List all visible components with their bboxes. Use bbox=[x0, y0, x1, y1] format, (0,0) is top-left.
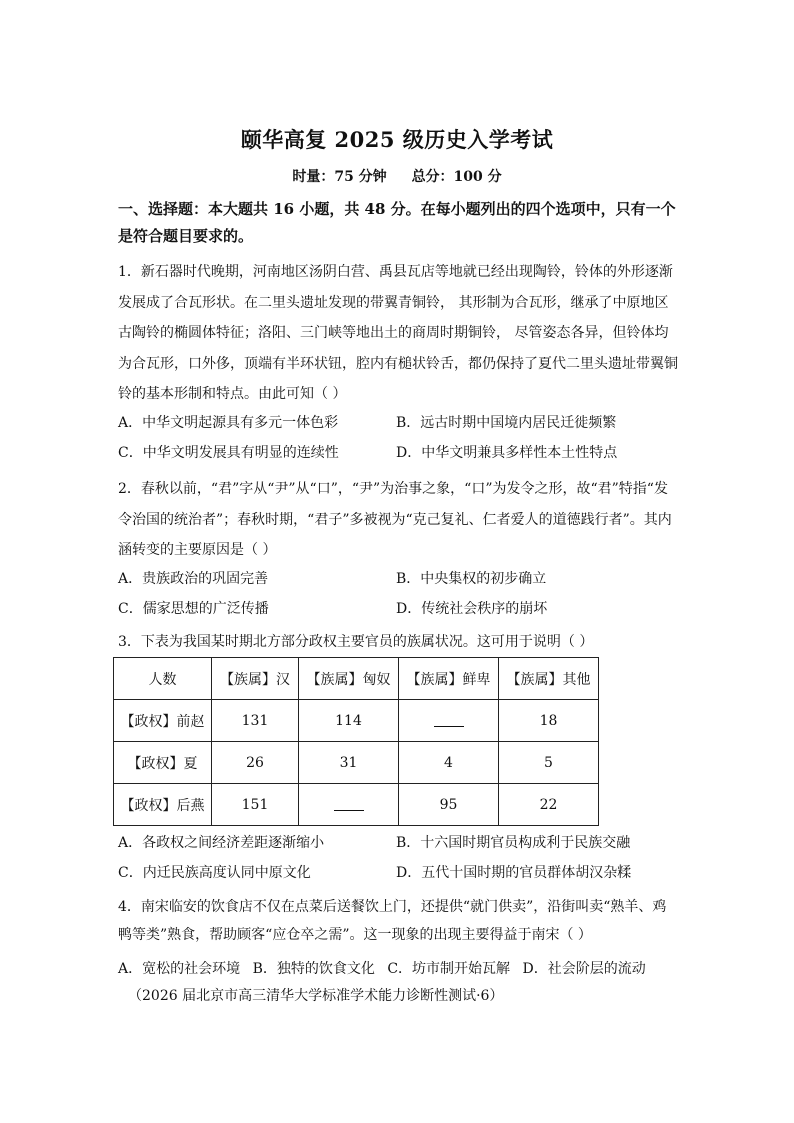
section-heading: 一、选择题：本大题共 16 小题，共 48 分。在每小题列出的四个选项中，只有一个是符合题目要求的。 bbox=[118, 200, 676, 245]
option-d: D．社会阶层的流动 bbox=[522, 961, 646, 977]
time-label: 时量：75 分钟 bbox=[292, 169, 387, 185]
score-label: 总分：100 分 bbox=[411, 169, 502, 185]
table-header-row bbox=[114, 658, 599, 700]
table-cell: 4 bbox=[399, 742, 499, 784]
table-cell: 26 bbox=[212, 742, 299, 784]
option-b: B．中央集权的初步确立 bbox=[396, 571, 547, 587]
option-b: B．独特的饮食文化 bbox=[252, 961, 375, 977]
option-c: C．儒家思想的广泛传播 bbox=[118, 601, 269, 617]
option-b: B．十六国时期官员构成利于民族交融 bbox=[396, 835, 631, 851]
option-d: D．中华文明兼具多样性本土性特点 bbox=[396, 445, 618, 461]
table-header-cell: 【族属】鲜卑 bbox=[399, 658, 499, 700]
officials-table bbox=[113, 657, 599, 826]
table-row bbox=[114, 700, 599, 742]
source-note: （2026 届北京市高三清华大学标准学术能力诊断性测试·6） bbox=[128, 988, 504, 1004]
table-cell: 【政权】夏 bbox=[114, 742, 212, 784]
exam-subtitle bbox=[0, 166, 794, 186]
table-cell: 22 bbox=[499, 784, 599, 826]
table-header-cell: 人数 bbox=[114, 658, 212, 700]
question-1-stem: 1．新石器时代晚期，河南地区汤阴白营、禹县瓦店等地就已经出现陶铃，铃体的外形逐渐发展成了合瓦形状。在二里头遗址发现的带翼青铜铃， 其形制为合瓦形，继承了中原地区古陶铃的椭圆体特征；洛阳、三门峡等地出土的商周时期铜铃， 尽管姿态各异，但铃体均为合瓦形，口外侈，顶端有半环状钮，腔内有槌状铃舌，都仍保持了夏代二里头遗址带翼铜铃的基本形制和特点。由此可知（ ） bbox=[118, 264, 678, 402]
question-4-options bbox=[118, 955, 654, 983]
blank-line bbox=[434, 714, 464, 727]
table-cell-blank bbox=[299, 784, 399, 826]
question-2-stem: 2．春秋以前，“君”字从“尹”从“口”，“尹”为治事之象，“口”为发令之形，故“君”特指“发令治国的统治者”；春秋时期，“君子”多被视为“克己复礼、仁者爱人的道德践行者”。其内涵转变的主要原因是（ ） bbox=[118, 481, 672, 558]
table-cell: 151 bbox=[212, 784, 299, 826]
table-cell: 【政权】前赵 bbox=[114, 700, 212, 742]
table-cell: 31 bbox=[299, 742, 399, 784]
table-cell: 【政权】后燕 bbox=[114, 784, 212, 826]
table-header-cell: 【族属】其他 bbox=[499, 658, 599, 700]
table-cell: 18 bbox=[499, 700, 599, 742]
table-cell-blank bbox=[399, 700, 499, 742]
table-row bbox=[114, 784, 599, 826]
table-cell: 95 bbox=[399, 784, 499, 826]
option-a: A．宽松的社会环境 bbox=[118, 961, 241, 977]
option-c: C．坊市制开始瓦解 bbox=[387, 961, 511, 977]
option-d: D．五代十国时期的官员群体胡汉杂糅 bbox=[396, 865, 632, 881]
question-3-stem: 3．下表为我国某时期北方部分政权主要官员的族属状况。这可用于说明（ ） bbox=[118, 634, 594, 650]
question-3-options bbox=[118, 828, 678, 888]
blank-line bbox=[334, 798, 364, 811]
option-a: A．各政权之间经济差距逐渐缩小 bbox=[118, 835, 325, 851]
table-cell: 5 bbox=[499, 742, 599, 784]
option-c: C．中华文明发展具有明显的连续性 bbox=[118, 445, 339, 461]
table-cell: 114 bbox=[299, 700, 399, 742]
option-a: A．贵族政治的巩固完善 bbox=[118, 571, 269, 587]
exam-title: 颐华高复 2025 级历史入学考试 bbox=[240, 127, 554, 152]
table-header-cell: 【族属】匈奴 bbox=[299, 658, 399, 700]
option-b: B．远古时期中国境内居民迁徙频繁 bbox=[396, 415, 617, 431]
table-cell: 131 bbox=[212, 700, 299, 742]
question-4-stem: 4．南宋临安的饮食店不仅在点菜后送餐饮上门，还提供“就门供卖”，沿街叫卖“熟羊、鸡鸭等类”熟食，帮助顾客“应仓卒之需”。这一现象的出现主要得益于南宋（ ） bbox=[118, 899, 667, 943]
question-1-options bbox=[118, 408, 678, 468]
table-row bbox=[114, 742, 599, 784]
option-c: C．内迁民族高度认同中原文化 bbox=[118, 865, 311, 881]
option-d: D．传统社会秩序的崩坏 bbox=[396, 601, 548, 617]
table-header-cell: 【族属】汉 bbox=[212, 658, 299, 700]
option-a: A．中华文明起源具有多元一体色彩 bbox=[118, 415, 339, 431]
question-2-options bbox=[118, 564, 678, 624]
